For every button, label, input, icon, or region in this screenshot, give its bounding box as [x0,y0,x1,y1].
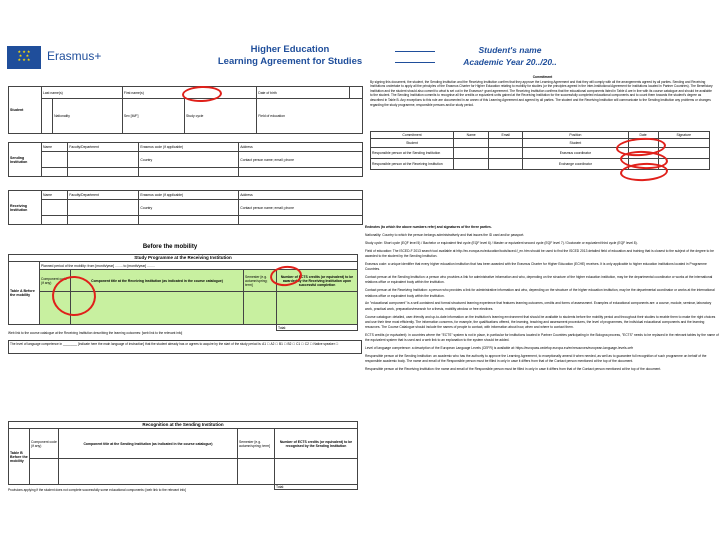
table-b-provisions-note: Provisions applying if the student does not complete successfully some educational components: [web link to the relevant info] [8,488,186,492]
ects-header-b: Number of ECTS credits (or equivalent) to be recognised by the Sending Institution [275,429,358,459]
receiving-country-header: Country [139,200,239,216]
sending-cell[interactable] [139,168,239,177]
component-code-header: Component code (if any) [40,270,71,292]
sending-country-header: Country [139,152,239,168]
sig-row-label: Student [371,139,454,148]
sig-position-cell: Erasmus coordinator [523,148,629,159]
sig-header-date: Date [628,132,658,139]
first-name-header: First name(s) [122,87,256,99]
table-b-cell[interactable] [275,459,358,485]
receiving-address-header: Address [239,191,363,200]
sig-email-cell[interactable] [489,148,523,159]
sig-header-position: Position [523,132,629,139]
table-b-total: Total: [275,485,358,490]
sig-name-cell[interactable] [454,148,489,159]
component-title-header: Component title at the Receiving Institution (as indicated in the course catalogue) [71,270,244,292]
commitment-title: Commitment [532,75,553,79]
endnote: Study cycle: Short cycle (EQF level 5) / Bachelor or equivalent first cycle (EQF level 6) / Master or equivalent second cycle (EQF level 7) / Doctorate or equivalent third cycle (EQF level 8). [365,240,638,245]
table-a-cell[interactable] [71,292,244,325]
receiving-erasmus-code-header: Erasmus code (if applicable) [139,191,239,200]
sending-faculty-cell[interactable] [68,152,139,168]
endnote: Contact person at the Receiving Institution: a person who provides a link for administrative information and who, depending on the structure of the higher education institution, may be the departmental coordinator or works at the international relations office or equivalent body within the institution. [365,288,715,298]
component-code-header-b: Component code (if any) [30,429,59,459]
sig-header-signature: Signature [658,132,709,139]
endnote: Responsible person at the Sending Institution: an academic who has the authority to approve the Learning Agreement, to exceptionally amend it when needed, as well as to guarantee full recognition of such programme on behalf of the responsible academic body. The name and email of the Responsible person must be filled in only in case it differs from that of the Contact person mentioned at the top of the document. [365,354,707,364]
header-right [420,44,600,68]
table-b [8,421,358,490]
endnote: Course catalogue: detailed, user-friendly and up-to-date information on the institution's learning environment that should be available to students before the mobility period and throughout their studies to enable them to make the right choices and use their time most efficiently. The information concerns, for example, the qualifications offered, the learning, teaching and assessment procedures, the level of programmes, the individual educational components and the learning resources. The Course Catalogue should include the names of people to contact, with information about how, when and where to contact them. [365,314,716,330]
table-b-cell[interactable] [238,459,275,485]
sig-header-name: Name [454,132,489,139]
dob-cell[interactable] [42,99,53,134]
table-b-title: Recognition at the Sending Institution [9,422,358,429]
receiving-contact-header: Contact person name; email; phone [239,200,363,216]
table-b-label: Table B Before the mobility [9,429,30,485]
table-a-total: Total: [277,325,358,331]
nationality-header: Nationality [53,99,123,134]
table-a-cell[interactable] [277,292,358,325]
ects-header: Number of ECTS credits (or equivalent) to be awarded by the Receiving Institution upon successful completion [277,270,358,292]
sig-row-label: Responsible person at the Sending Institution [371,148,454,159]
endnotes [365,225,720,375]
semester-header-b: Semester [e.g. autumn/spring; term] [238,429,275,459]
student-name-label: Student's name [478,45,542,55]
sending-erasmus-code-header: Erasmus code (if applicable) [139,143,239,152]
commitment-section [370,75,715,107]
table-a-cell[interactable] [244,292,277,325]
sex-header: Sex [M/F] [122,99,184,134]
erasmus-logo [7,46,112,69]
endnote: Nationality: Country to which the person belongs administratively and that issues the ID card and/or passport. [365,232,525,237]
sig-email-cell[interactable] [489,139,523,148]
endnote: Responsible person at the Receiving Institution: the name and email of the Responsible person must be filled in only in case it differs from that of the Contact person mentioned at the top of the document. [365,367,662,372]
sending-name-header: Name [42,143,68,152]
sig-position-cell: Student [523,139,629,148]
table-b-cell[interactable] [59,459,238,485]
last-name-header: Last name(s) [42,87,123,99]
language-level[interactable]: The level of language competence in ________ [indicate here the main language of instruction] that the student already has or agrees to acquire by the start of the study period is: A1 ☐ A2 ☐ B1 ☐ B2 ☐ C1 ☐ C2 ☐ Native speaker ☐ [8,340,362,354]
receiving-name-cell[interactable] [42,200,68,216]
sending-name-cell[interactable] [42,152,68,168]
eu-stars-icon: ★ ★ ★ ★ ★ ★ ★ ★ [17,49,31,62]
title-line-1: Higher Education [250,44,330,55]
academic-year-label: Academic Year 20../20.. [463,57,557,67]
student-row-label: Student [9,87,42,134]
endnote: Contact person at the Sending Institution: a person who provides a link for administrative information and who, depending on the structure of the higher education institution, may be the departmental coordinator or works at the international relations office or equivalent body within the institution. [365,275,713,285]
receiving-name-header: Name [42,191,68,200]
sig-email-cell[interactable] [489,159,523,170]
sig-position-cell: Exchange coordinator [523,159,629,170]
endnote: Endnotes (to which the above numbers refer) and signatures of the three parties. [365,225,492,229]
sig-header-commitment: Commitment [371,132,454,139]
sig-header-email: Email [489,132,523,139]
planned-period[interactable]: Planned period of the mobility: from [month/year] ........ to [month/year] ........ [40,262,358,270]
sig-name-cell[interactable] [454,139,489,148]
logo-text: Erasmus+ [47,49,102,63]
document-title [190,44,390,68]
title-line-2: Learning Agreement for Studies [217,56,363,67]
table-a-label: Table A Before the mobility [9,262,40,325]
email-header [349,87,362,99]
endnote: Field of education: The ISCED-F 2013 search tool available at http://ec.europa.eu/education/tools/isced-f_en.htm should be used to find the ISCED 2013 detailed field of education and training that is closest to the subject of the degree to be awarded to the student by the Sending Institution. [365,248,714,258]
sending-faculty-header: Faculty/Department [68,143,139,152]
receiving-cell[interactable] [239,216,363,225]
sending-label: Sending Institution [9,143,42,177]
semester-header: Semester [e.g. autumn/spring; term] [244,270,277,292]
before-mobility-title: Before the mobility [142,244,198,250]
table-a-catalogue-note: Web link to the course catalogue at the Receiving Institution describing the learning outcomes: [web link to the relevant info] [8,331,183,335]
component-title-header-b: Component title at the Sending Institution (as indicated in the course catalogue) [59,429,238,459]
endnote: Level of language competence: a description of the European Language Levels (CEFR) is available at: https://europass.cedefop.europa.eu/en/resources/european-language-levels-cefr [365,346,634,351]
sig-name-cell[interactable] [454,159,489,170]
receiving-faculty-cell[interactable] [68,200,139,216]
receiving-cell[interactable] [68,216,139,225]
commitment-text: By signing this document, the student, the Sending Institution and the Receiving Institution confirm that they approve the Learning Agreement and that they will comply with all the arrangements agreed by all parties. Sending and Receiving Institutions undertake to apply all the principles of the Erasmus Charter for Higher Education relating to mobility for studies (or the principles agreed in the Inter-Institutional Agreement for institutions located in Partner Countries). The Beneficiary Institution and the student should also commit to what is set out in the Erasmus+ grant agreement. The Receiving Institution confirms that the educational components listed in Table A are in line with its course catalogue and should be available to the student. The Sending Institution commits to recognise all the credits or equivalent units gained at the Receiving Institution for the successfully completed educational components and to count them towards the student's degree as described in Table B. Any exceptions to this rule are documented in an annex of this Learning Agreement and agreed by all parties. The student and the Receiving Institution will communicate to the Sending Institution any problems or changes regarding the study programme, responsible persons and/or study period. [370,79,713,107]
receiving-faculty-header: Faculty/Department [68,191,139,200]
sending-cell[interactable] [239,168,363,177]
receiving-cell[interactable] [42,216,68,225]
sending-institution-table [8,142,363,177]
study-cycle-header: Study cycle [185,99,257,134]
receiving-institution-table [8,190,363,225]
endnote: ECTS credits (or equivalent): in countries where the "ECTS" system is not in place, in particular for institutions located in Partner Countries participating in the Bologna process, "ECTS" needs to be replaced in the relevant tables by the name of the equivalent system that is used and a web link to an explanation to the system should be added. [365,333,719,343]
receiving-label: Receiving Institution [9,191,42,225]
field-of-education-header: Field of education [257,99,363,134]
sending-cell[interactable] [68,168,139,177]
dob-header: Date of birth [257,87,350,99]
endnote: Erasmus code: a unique identifier that every higher education institution that has been awarded with the Erasmus Charter for Higher Education (ECHE) receives. It is only applicable to higher education institutions located in Programme Countries. [365,261,707,272]
receiving-cell[interactable] [139,216,239,225]
table-a-title: Study Programme at the Receiving Institution [9,255,358,262]
sig-row-label: Responsible person at the Receiving Institution [371,159,454,170]
endnote: An "educational component" is a self-contained and formal structured learning experience that features learning outcomes, credits and forms of assessment. Examples of educational components are: a course, module, seminar, laboratory work, practical work, preparation/research for a thesis, mobility window or free electives. [365,301,712,311]
sending-address-header: Address [239,143,363,152]
table-b-cell[interactable] [30,459,59,485]
sending-contact-header: Contact person name; email; phone [239,152,363,168]
sending-cell[interactable] [42,168,68,177]
